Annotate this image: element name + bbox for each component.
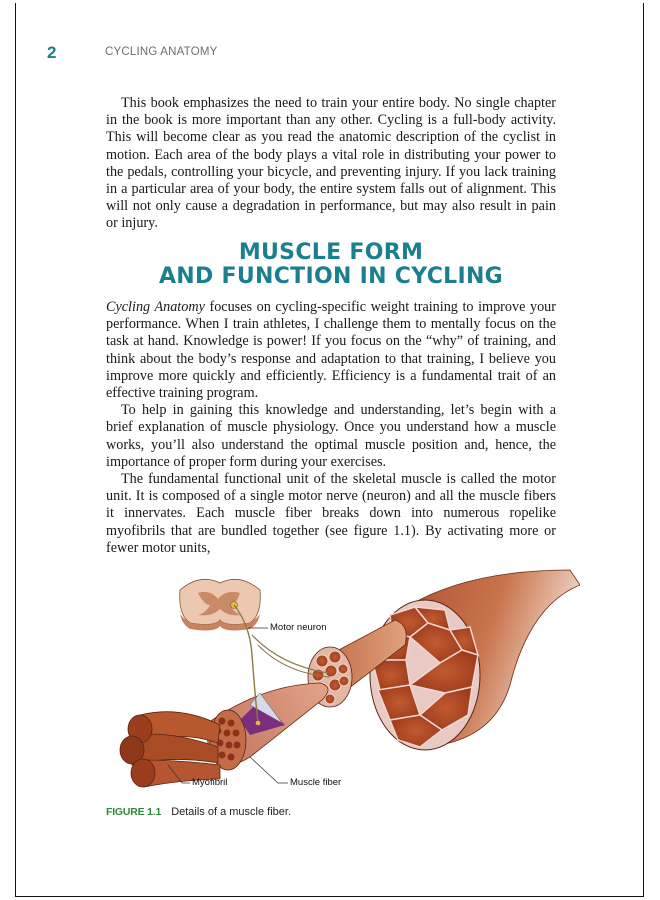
page-number: 2 [47,43,57,62]
figure-number: FIGURE 1.1 [106,806,162,818]
label-muscle-fiber: Muscle fiber [290,777,342,788]
intro-section [106,95,556,233]
paragraph-1 [106,299,556,402]
muscle-anatomy-illustration [110,565,580,800]
section-body [106,299,556,557]
intro-paragraph: This book emphasizes the need to train your entire body. No single chapter in the book is more important than any other. Cycling is a full-body activity. This will become clear as you read the anatomic description of the cyclist in motion. Each area of the body plays a vital role in distributing your power to the pedals, controlling your bicycle, and preventing injury. If you lack training in a particular area of your body, the entire system falls out of alignment. This will not only cause a degradation in performance, but may also result in pain or injury. [106,95,556,232]
paragraph-3: The fundamental functional unit of the skeletal muscle is called the motor unit. It is composed of a single motor nerve (neuron) and all the muscle fibers it innervates. Each muscle fiber breaks down into numerous ropelike myofibrils that are bundled together (see figure 1.1). By activating more or fewer motor units, [106,471,556,556]
section-heading [106,241,556,289]
paragraph-2: To help in gaining this knowledge and understanding, let’s begin with a brief explanation of muscle physiology. Once you understand how a muscle works, you’ll also understand the optimal muscle position and, hence, the importance of proper form during your exercises. [106,402,556,470]
figure-caption [106,806,291,818]
book-title: CYCLING ANATOMY [105,46,218,58]
section-heading-line-1: MUSCLE FORM [238,240,424,265]
label-motor-neuron: Motor neuron [270,622,327,633]
muscle-fiber-figure [110,565,580,800]
book-title-italic: Cycling Anatomy [106,299,205,315]
section-heading-line-2: AND FUNCTION IN CYCLING [158,264,504,289]
paragraph-1-text: focuses on cycling-specific weight training to improve your performance. When I train athletes, I challenge them to mentally focus on the task at hand. Knowledge is power! If you focus on the “why” of training, and think about the body’s response and adaptation to that training, I believe you improve more quickly and efficiently. Efficiency is a fundamental trait of an effective training program. [106,299,556,402]
label-myofibril: Myofibril [192,777,228,788]
figure-caption-text: Details of a muscle fiber. [171,806,292,818]
